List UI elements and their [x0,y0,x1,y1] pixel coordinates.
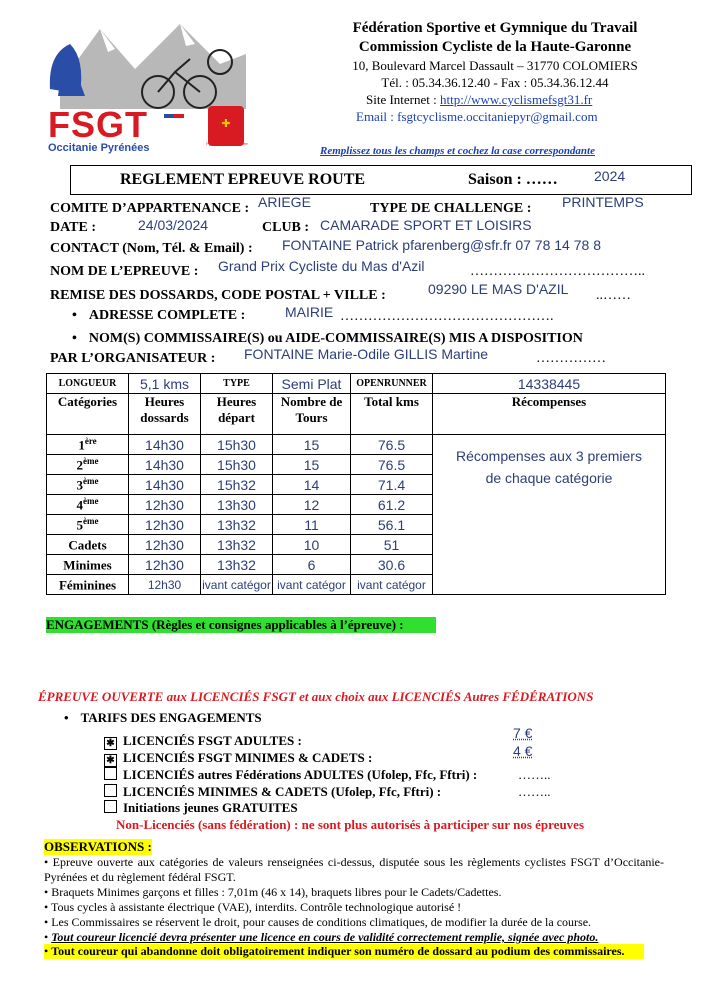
tours-cell[interactable]: ivant catégor [273,575,351,595]
dossards-cell[interactable]: 12h30 [129,575,201,595]
tarif-label: Initiations jeunes GRATUITES [123,800,298,815]
checkbox-unchecked[interactable] [104,784,117,797]
category-cell: Féminines [47,575,129,595]
saison-value[interactable]: 2024 [594,168,626,184]
kms-cell[interactable]: 30.6 [351,555,433,575]
club-label: CLUB : [262,220,310,235]
dossards-cell[interactable]: 14h30 [129,455,201,475]
tarif-value[interactable]: 4 € [513,743,533,759]
col-header: Heures départ [201,394,273,435]
adresse-value[interactable]: MAIRIE [285,304,334,320]
category-cell: Cadets [47,535,129,555]
depart-cell[interactable]: 13h32 [201,515,273,535]
depart-cell[interactable]: 15h32 [201,475,273,495]
kms-cell[interactable]: 51 [351,535,433,555]
depart-cell[interactable]: 13h32 [201,555,273,575]
svg-text:✚: ✚ [221,117,231,130]
contact-value[interactable]: FONTAINE Patrick pfarenberg@sfr.fr 07 78 14 78 8 [282,237,601,253]
tarif-row[interactable] [104,784,441,800]
kms-cell[interactable]: 71.4 [351,475,433,495]
tours-cell[interactable]: 10 [273,535,351,555]
instruction: Remplissez tous les champs et cochez la case correspondante [320,145,595,157]
logo-region-badge: Région Occitanie Pyrénées Méditerranée [206,136,248,146]
obs-abandon-text: Tout coureur qui abandonne doit obligatoirement indiquer son numéro de dossard au podium des commissaires. [51,944,625,958]
adresse-label: ADRESSE COMPLETE : [88,308,246,323]
engagements-title: ENGAGEMENTS (Règles et consignes applicables à l’épreuve) : [46,617,436,633]
website-label: Site Internet : [366,92,441,107]
tarifs-list [64,710,262,726]
race-table [46,373,666,595]
remise-dots: ..…… [596,288,631,303]
table-info-row [47,374,666,394]
dossards-cell[interactable]: 14h30 [129,435,201,455]
website-line [366,92,592,108]
col-header: Heures dossards [129,394,201,435]
adresse-item [72,308,245,324]
organisateur-value[interactable]: FONTAINE Marie-Odile GILLIS Martine [244,346,489,362]
longueur-label: LONGUEUR [47,374,129,394]
kms-cell[interactable]: 76.5 [351,435,433,455]
col-header: Nombre de Tours [273,394,351,435]
obs-line: • Braquets Minimes garçons et filles : 7,01m (46 x 14), braquets libres pour le Cadets/Cadettes. [44,885,502,899]
dossards-cell[interactable]: 12h30 [129,495,201,515]
obs-line: • Tous cycles à assistante électrique (VAE), interdits. Contrôle technologique autorisé ! [44,900,462,914]
kms-cell[interactable]: 76.5 [351,455,433,475]
category-cell: 5ème [47,515,129,535]
tours-cell[interactable]: 15 [273,455,351,475]
obs-line: • Epreuve ouverte aux catégories de valeurs renseignées ci-dessus, disputée sous les règlements cyclistes FSGT d’Occitanie-Pyrénées et du règlement fédéral FSGT. [44,855,664,884]
logo-region: Occitanie Pyrénées [48,142,150,154]
obs-abandon-line: • Tout coureur qui abandonne doit obligatoirement indiquer son numéro de dossard au podium des commissaires. [44,944,644,959]
tarif-value[interactable]: …….. [518,767,551,782]
open-line: ÉPREUVE OUVERTE aux LICENCIÉS FSGT et aux choix aux LICENCIÉS Autres FÉDÉRATIONS [38,689,594,704]
saison-label: Saison : …… [468,171,558,188]
longueur-value[interactable]: 5,1 kms [129,374,201,394]
tarif-label: LICENCIÉS autres Fédérations ADULTES (Ufolep, Ffc, Fftri) : [123,767,478,782]
category-cell: 3ème [47,475,129,495]
federation-name: Fédération Sportive et Gymnique du Travail [352,20,638,36]
remise-value[interactable]: 09290 LE MAS D'AZIL [428,281,569,297]
tarifs-label: TARIFS DES ENGAGEMENTS [80,710,262,725]
commissaires-label: NOM(S) COMMISSAIRE(S) ou AIDE-COMMISSAIRE(S) MIS A DISPOSITION [88,331,583,346]
dossards-cell[interactable]: 12h30 [129,555,201,575]
depart-cell[interactable]: 13h30 [201,495,273,515]
organisateur-label: PAR L’ORGANISATEUR : [50,351,216,366]
type-value[interactable]: Semi Plat [273,374,351,394]
table-header-row [47,394,666,435]
obs-line: • Les Commissaires se réservent le droit, pour causes de conditions climatiques, de modifier la durée de la course. [44,915,592,929]
epreuve-label: NOM DE L’EPREUVE : [50,264,199,279]
category-cell: Minimes [47,555,129,575]
dossards-cell[interactable]: 14h30 [129,475,201,495]
club-value[interactable]: CAMARADE SPORT ET LOISIRS [320,217,532,233]
email-line: Email : fsgtcyclisme.occitaniepyr@gmail.com [356,109,598,124]
tours-cell[interactable]: 14 [273,475,351,495]
contact-label: CONTACT (Nom, Tél. & Email) : [50,241,253,256]
date-label: DATE : [50,220,97,235]
checkbox-checked[interactable]: ✱ [104,754,117,767]
depart-cell[interactable]: 13h32 [201,535,273,555]
depart-cell[interactable]: 15h30 [201,455,273,475]
non-licencies: Non-Licenciés (sans fédération) : ne sont plus autorisés à participer sur nos épreuves [116,817,584,832]
logo-acronym: FSGT [48,104,148,145]
address: 10, Boulevard Marcel Dassault – 31770 COLOMIERS [352,58,638,73]
tours-cell[interactable]: 15 [273,435,351,455]
adresse-list [72,308,245,324]
form-title: REGLEMENT EPREUVE ROUTE [120,171,366,188]
openrunner-value[interactable]: 14338445 [433,374,666,394]
tarif-value[interactable]: 7 € [513,725,533,741]
type-label: TYPE [201,374,273,394]
date-value[interactable]: 24/03/2024 [138,217,209,233]
challenge-label: TYPE DE CHALLENGE : [370,201,532,216]
comite-value[interactable]: ARIEGE [258,194,311,210]
adresse-dots: ………………………………………. [340,309,554,324]
comite-label: COMITE D’APPARTENANCE : [50,201,250,216]
fsgt-logo [40,14,246,154]
website-link[interactable]: http://www.cyclismefsgt31.fr [440,92,593,107]
commission-name: Commission Cycliste de la Haute-Garonne [358,39,632,55]
phone: Tél. : 05.34.36.12.40 - Fax : 05.34.36.12.44 [381,75,609,90]
depart-cell[interactable]: ivant catégor [201,575,273,595]
col-header: Récompenses [433,394,666,435]
kms-cell[interactable]: 56.1 [351,515,433,535]
checkbox-checked[interactable]: ✱ [104,737,117,750]
tarifs-item [64,710,262,726]
epreuve-value[interactable]: Grand Prix Cycliste du Mas d'Azil [218,258,425,274]
col-header: Catégories [47,394,129,435]
tours-cell[interactable]: 12 [273,495,351,515]
tours-cell[interactable]: 11 [273,515,351,535]
tarif-value[interactable]: …….. [518,784,551,799]
category-cell: 4ème [47,495,129,515]
kms-cell[interactable]: 61.2 [351,495,433,515]
remise-label: REMISE DES DOSSARDS, CODE POSTAL + VILLE : [50,288,386,303]
openrunner-label: OPENRUNNER [351,374,433,394]
tarif-row[interactable] [104,767,477,783]
category-cell: 1ère [47,435,129,455]
tarif-row[interactable] [104,800,298,816]
col-header: Total kms [351,394,433,435]
depart-cell[interactable]: 15h30 [201,435,273,455]
tours-cell[interactable]: 6 [273,555,351,575]
tarif-row[interactable] [104,750,372,767]
checkbox-unchecked[interactable] [104,800,117,813]
table-row [47,435,666,455]
tarif-label: LICENCIÉS FSGT ADULTES : [123,733,302,748]
commissaires-list [72,331,583,347]
epreuve-dots: ……………………………….. [470,264,645,279]
checkbox-unchecked[interactable] [104,767,117,780]
tarif-label: LICENCIÉS FSGT MINIMES & CADETS : [123,750,373,765]
tarif-label: LICENCIÉS MINIMES & CADETS (Ufolep, Ffc, Fftri) : [123,784,442,799]
dossards-cell[interactable]: 12h30 [129,535,201,555]
kms-cell[interactable]: ivant catégor [351,575,433,595]
obs-licence-line: • Tout coureur licencié devra présenter une licence en cours de validité correctement remplie, signée avec photo. [44,930,599,944]
category-cell: 2ème [47,455,129,475]
tarif-row[interactable] [104,733,302,750]
organisateur-dots: …………… [536,351,606,366]
dossards-cell[interactable]: 12h30 [129,515,201,535]
observations-title: OBSERVATIONS : [44,839,152,854]
challenge-value[interactable]: PRINTEMPS [562,194,644,210]
obs-licence-text: Tout coureur licencié devra présenter une licence en cours de validité correctement remplie, signée avec photo. [51,930,599,944]
commissaires-item [72,331,583,347]
recompenses-cell[interactable]: Récompenses aux 3 premiers de chaque catégorie [433,435,666,595]
